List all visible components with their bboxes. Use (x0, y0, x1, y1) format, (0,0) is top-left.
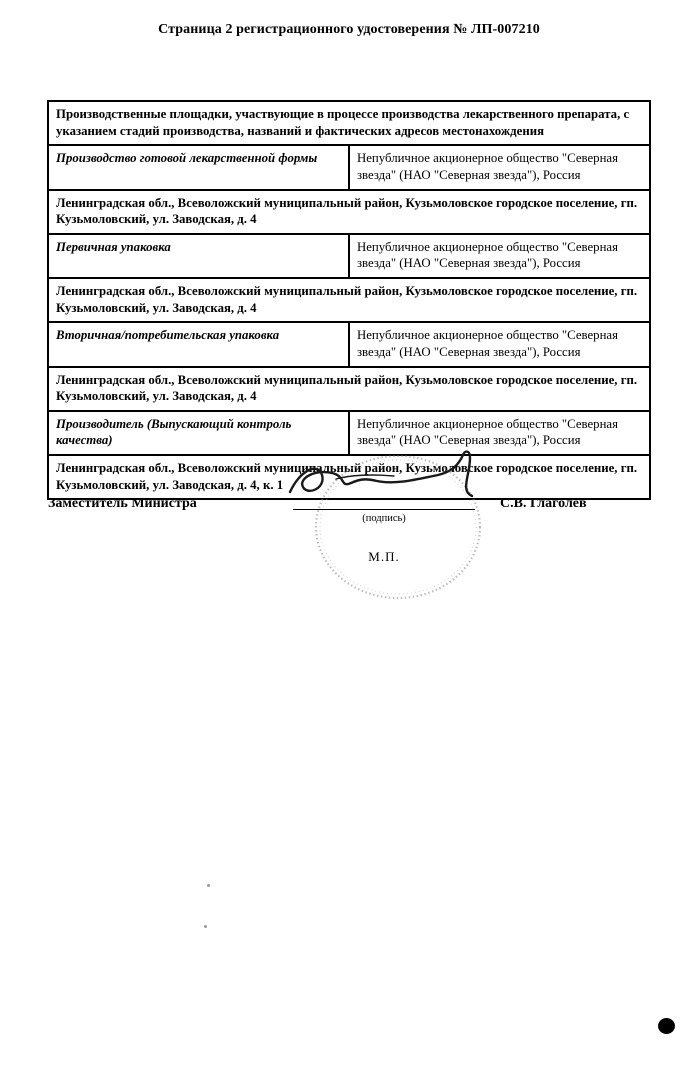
table-row (48, 234, 650, 278)
signature-caption: (подпись) (362, 513, 406, 524)
manufacturer-cell: Непубличное акционерное общество "Северная звезда" (НАО "Северная звезда"), Россия (349, 234, 650, 278)
manufacturer-cell: Непубличное акционерное общество "Северная звезда" (НАО "Северная звезда"), Россия (349, 411, 650, 455)
manufacturer-cell: Непубличное акционерное общество "Северная звезда" (НАО "Северная звезда"), Россия (349, 145, 650, 189)
stage-cell: Производитель (Выпускающий контроль качества) (48, 411, 349, 455)
table-header-cell: Производственные площадки, участвующие в процессе производства лекарственного препарата, с указанием стадий производства, названий и фактических адресов местонахождения (48, 101, 650, 145)
stage-cell: Производство готовой лекарственной формы (48, 145, 349, 189)
manufacturer-cell: Непубличное акционерное общество "Северная звезда" (НАО "Северная звезда"), Россия (349, 322, 650, 366)
table-row (48, 278, 650, 322)
signature-scribble (276, 448, 490, 512)
address-cell: Ленинградская обл., Всеволожский муниципальный район, Кузьмоловское городское поселение, гп. Кузьмоловский, ул. Заводская, д. 4 (48, 190, 650, 234)
table-row (48, 322, 650, 366)
scan-speck (204, 925, 207, 928)
address-cell: Ленинградская обл., Всеволожский муниципальный район, Кузьмоловское городское поселение, гп. Кузьмоловский, ул. Заводская, д. 4 (48, 367, 650, 411)
table-row (48, 145, 650, 189)
stage-cell: Первичная упаковка (48, 234, 349, 278)
table-row (48, 367, 650, 411)
page-header: Страница 2 регистрационного удостоверения № ЛП-007210 (158, 22, 540, 37)
signer-name: С.В. Глаголев (500, 496, 587, 511)
signer-title: Заместитель Министра (48, 496, 197, 511)
stamp-label: М.П. (368, 549, 400, 564)
punch-hole-dot (658, 1018, 675, 1034)
address-cell: Ленинградская обл., Всеволожский муниципальный район, Кузьмоловское городское поселение, гп. Кузьмоловский, ул. Заводская, д. 4, к. 1 (48, 455, 650, 499)
production-sites-table (47, 100, 651, 500)
stage-cell: Вторичная/потребительская упаковка (48, 322, 349, 366)
scan-speck (207, 884, 210, 887)
signature-line (293, 509, 475, 510)
table-header-row (48, 101, 650, 145)
address-cell: Ленинградская обл., Всеволожский муниципальный район, Кузьмоловское городское поселение, гп. Кузьмоловский, ул. Заводская, д. 4 (48, 278, 650, 322)
table-row (48, 190, 650, 234)
